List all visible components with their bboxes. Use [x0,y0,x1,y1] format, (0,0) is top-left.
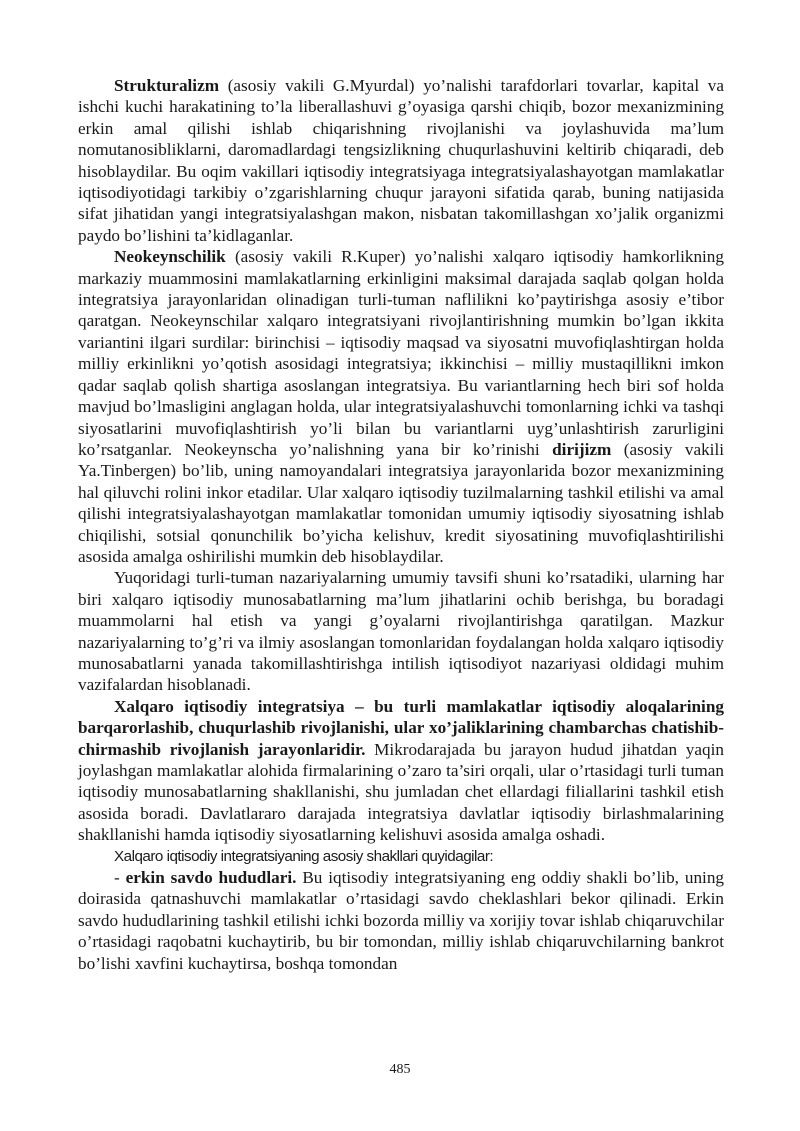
paragraph-text: (asosiy vakili G.Myurdal) yo’nalishi tarafdorlari tovarlar, kapital va ishchi kuchi harakatining to’la liberallashuvi g’oyasiga qarshi chiqib, bozor mexanizmining erkin amal qilishi ishlab chiqarishning rivojlanishi va joylashuvida ma’lum nomutanosibliklarni, daromadlardagi tengsizlikning chuqurlashuvini keltirib chiqaradi, deb hisoblaydilar. Bu oqim vakillari iqtisodiy integratsiyaga integratsiyalashayotgan mamlakatlar iqtisodiyotidagi tarkibiy o’zgarishlarning chuqur jarayoni sifatida qarab, buning natijasida sifat jihatidan yangi integratsiyalashgan makon, nisbatan takomillashgan xo’jalik organizmi paydo bo’lishini ta’kidlaganlar. [78,76,724,245]
paragraph-neokeynschilik [78,246,724,567]
term-dirijizm: dirijizm [552,439,612,459]
term-strukturalizm: Strukturalizm [114,76,220,95]
paragraph-text: (asosiy vakili R.Kuper) yo’nalishi xalqaro iqtisodiy hamkorlikning markaziy muammosini mamlakatlarning erkinligini maksimal darajada saqlab qolgan holda integratsiya jarayonlaridan olinadigan turli-tuman naflilikni ko’paytirishga asosiy e’tibor qaratgan. Neokeynschilar xalqaro integratsiyani rivojlantirishning mumkin bo’lgan ikkita variantini ilgari surdilar: birinchisi – iqtisodiy maqsad va siyosatni muvofiqlashtirgan holda milliy erkinlikni yo’qotish asosidagi integratsiya; ikkinchisi – milliy mustaqillikni imkon qadar saqlab qolish shartiga asoslangan integratsiya. Bu variantlarning hech biri sof holda mavjud bo’lmasligini anglagan holda, ular integratsiyalashuvchi tomonlarning ichki va tashqi siyosatlarini muvofiqlashtirish yo’li bilan bu variantlarni uyg’unlashtirish zarurligini ko’rsatganlar. Neokeynscha yo’nalishning yana bir ko’rinishi [78,247,724,459]
paragraph-strukturalizm [78,75,724,246]
paragraph-text-continued: (asosiy vakili Ya.Tinbergen) bo’lib, uning namoyandalari integratsiya jarayonlarida bozor mexanizmining hal qiluvchi rolini inkor etadilar. Ular xalqaro iqtisodiy tuzilmalarning tashkil etilishi va amal qilishi integratsiyalashayotgan mamlakatlar tomonidan umumiy iqtisodiy siyosatning ishlab chiqilishi, sotsial qonunchilik bo’yicha kelishuv, kredit siyosatining muvofiqlashtirilishi asosida amalga oshirilishi mumkin deb hisoblaydilar. [78,439,724,566]
definition-integration: Xalqaro iqtisodiy integratsiya – bu turli mamlakatlar iqtisodiy aloqalarining barqarorlashib, chuqurlashib rivojlanishi, ular xo’jaliklarining chambarchas chatishib-chirmashib rivojlanish jarayonlaridir. [78,696,724,759]
paragraph-text: Xalqaro iqtisodiy integratsiyaning asosiy shakllari quyidagilar: [114,847,494,865]
paragraph-text: Yuqoridagi turli-tuman nazariyalarning umumiy tavsifi shuni ko’rsatadiki, ularning har biri xalqaro iqtisodiy munosabatlarning ma’lum jihatlarini ochib berishga, bu boradagi muammolarni hal etish va yangi g’oyalarni rivojlantirishga qaratilgan. Mazkur nazariyalarning to’g’ri va ilmiy asoslangan tomonlaridan foydalangan holda xalqaro iqtisodiy munosabatlarni yanada takomillashtirishga intilish iqtisodiyot nazariyasi oldidagi muhim vazifalardan hisoblanadi. [78,568,724,695]
forms-intro-line [78,846,724,867]
term-free-trade-zones: erkin savdo hududlari. [125,868,297,888]
paragraph-summary [78,567,724,695]
paragraph-integration-definition [78,696,724,846]
paragraph-text: Bu iqtisodiy integratsiyaning eng oddiy shakli bo’lib, uning doirasida qatnashuvchi mamlakatlar o’rtasidagi savdo cheklashlari bekor qilinadi. Erkin savdo hududlarining tashkil etilishi ichki bozorda milliy va xorijiy tovar ishlab chiqaruvchilar o’rtasidagi raqobatni kuchaytirib, bu bir tomondan, milliy ishlab chiqaruvchilarning bankrot bo’lishi xavfini kuchaytirsa, boshqa tomondan [78,868,725,973]
term-neokeynschilik: Neokeynschilik [114,247,226,267]
document-page [78,75,724,974]
paragraph-text: Mikrodarajada bu jarayon hudud jihatdan yaqin joylashgan mamlakatlar alohida firmalarining o’zaro ta’siri orqali, ular o’rtasidagi turli tuman iqtisodiy munosabatlarning shakllanishi, shu jumladan chet ellardagi filiallarini tashkil etish asosida boradi. Davlatlararo darajada integratsiya davlatlar iqtisodiy birlashmalarining shakllanishi hamda iqtisodiy siyosatlarning kelishuvi asosida amalga oshadi. [78,739,724,845]
paragraph-free-trade-zones [78,867,724,974]
list-dash: - [114,868,126,888]
page-number: 485 [389,1062,411,1077]
